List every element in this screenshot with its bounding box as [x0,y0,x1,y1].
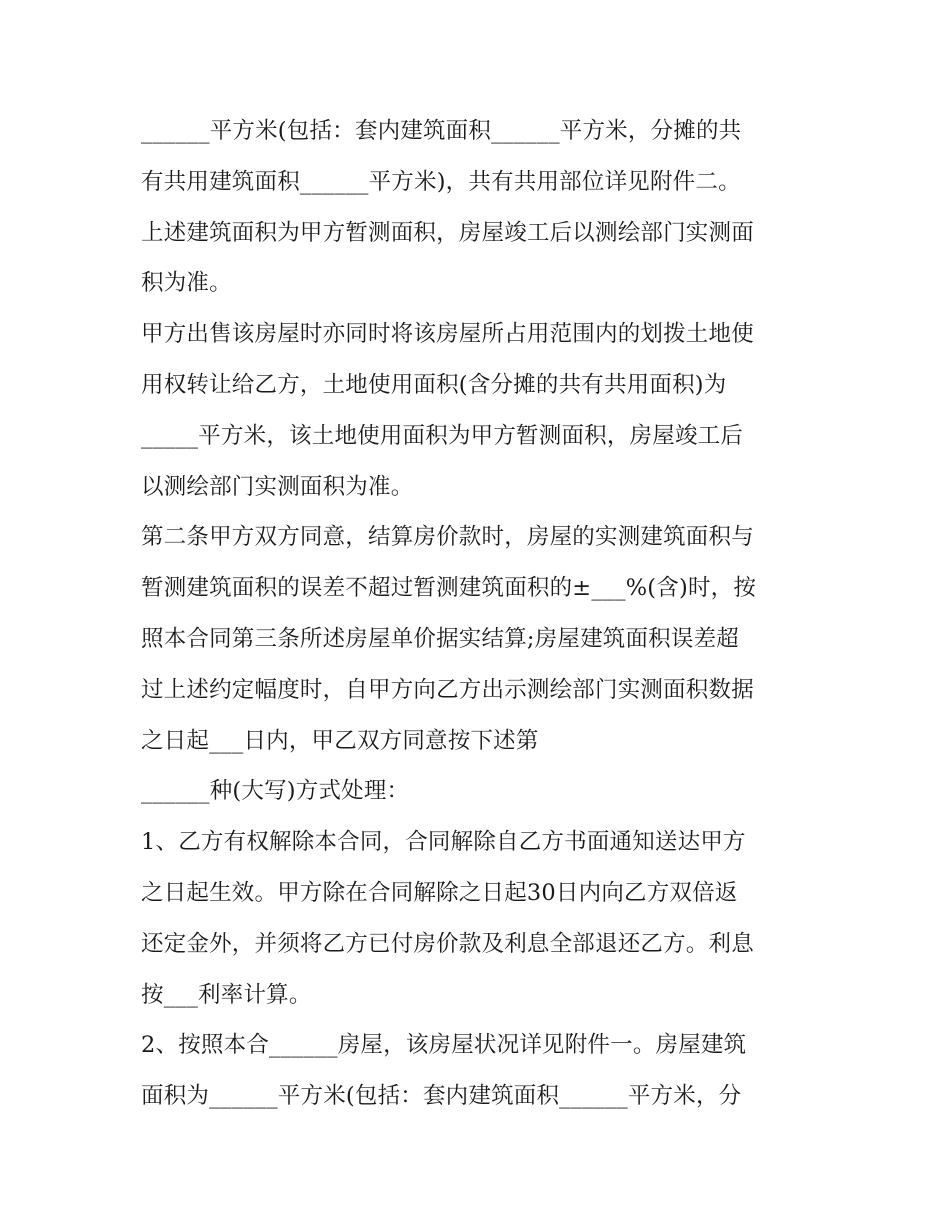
text-line: 面积为______平方米(包括：套内建筑面积______平方米，分 [141,1083,742,1110]
text-line: 甲方出售该房屋时亦同时将该房屋所占用范围内的划拨土地使 [141,321,754,348]
text-line: 有共用建筑面积______平方米)，共有共用部位详见附件二。 [141,168,741,195]
text-line: 按___利率计算。 [141,981,312,1008]
text-line: ______种(大写)方式处理： [141,778,410,805]
text-line: 之日起___日内，甲乙双方同意按下述第 [141,727,539,754]
text-line: ______平方米(包括：套内建筑面积______平方米，分摊的共 [141,118,742,144]
text-line: 以测绘部门实测面积为准。 [141,473,414,500]
text-line: 用权转让给乙方，土地使用面积(含分摊的共有共用面积)为 [141,371,727,398]
text-line: 第二条甲方双方同意，结算房价款时，房屋的实测建筑面积与 [141,524,754,551]
text-line: 之日起生效。甲方除在合同解除之日起30日内向乙方双倍返 [141,879,738,906]
text-line: 1、乙方有权解除本合同，合同解除自乙方书面通知送达甲方 [141,829,746,856]
text-line: 还定金外，并须将乙方已付房价款及利息全部退还乙方。利息 [141,930,754,957]
text-line: _____平方米，该土地使用面积为甲方暂测面积，房屋竣工后 [141,422,744,449]
text-line: 2、按照本合______房屋，该房屋状况详见附件一。房屋建筑 [141,1032,747,1059]
text-line: 暂测建筑面积的误差不超过暂测建筑面积的±___%(含)时，按 [141,575,757,602]
text-line: 上述建筑面积为甲方暂测面积，房屋竣工后以测绘部门实测面 [141,219,754,246]
text-line: 积为准。 [141,270,232,297]
text-line: 照本合同第三条所述房屋单价据实结算;房屋建筑面积误差超 [141,625,739,652]
text-line: 过上述约定幅度时，自甲方向乙方出示测绘部门实测面积数据 [141,676,754,703]
document-body [141,106,821,1122]
